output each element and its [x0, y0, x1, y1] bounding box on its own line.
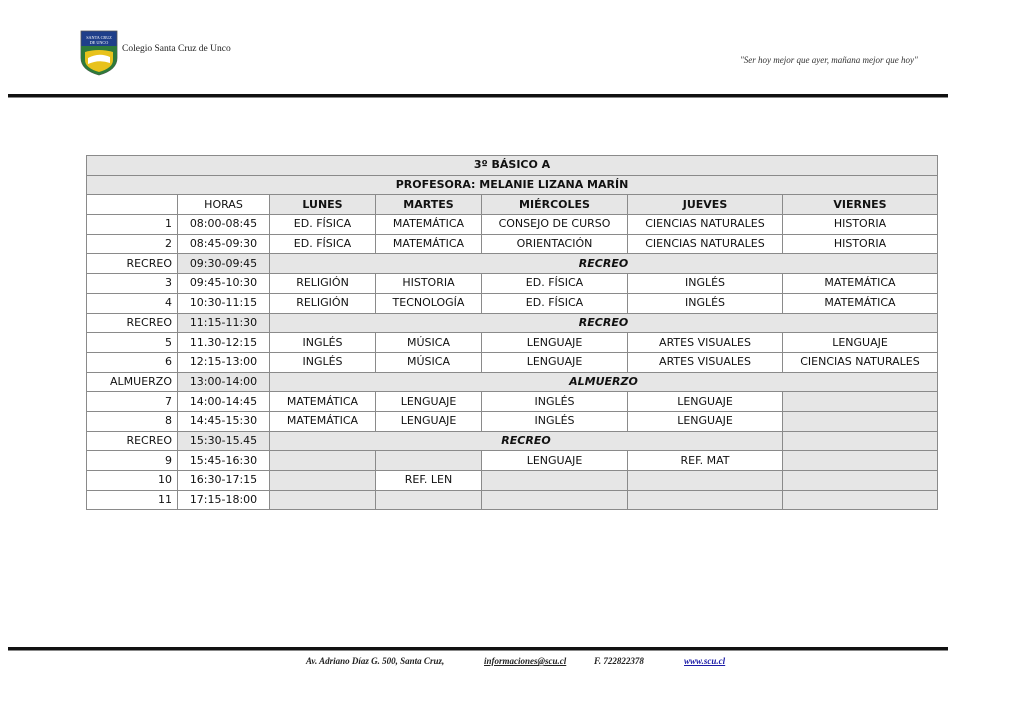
subject-cell-lunes: MATEMÁTICA	[270, 411, 376, 431]
column-header-horas: HORAS	[178, 195, 270, 215]
title-row	[87, 156, 938, 176]
svg-text:DE UNCO: DE UNCO	[89, 40, 109, 45]
break-row	[87, 313, 938, 333]
subject-cell-lunes	[270, 451, 376, 471]
subject-cell-viernes	[783, 392, 938, 412]
period-time: 08:00-08:45	[178, 215, 270, 235]
subject-cell-miercoles: INGLÉS	[482, 411, 628, 431]
subject-cell-martes: LENGUAJE	[376, 392, 482, 412]
subject-cell-martes: REF. LEN	[376, 471, 482, 491]
period-time: 15:30-15.45	[178, 431, 270, 451]
period-label: RECREO	[87, 313, 178, 333]
subject-cell-lunes	[270, 490, 376, 510]
period-label: 6	[87, 352, 178, 372]
period-label: RECREO	[87, 254, 178, 274]
subject-cell-miercoles: LENGUAJE	[482, 352, 628, 372]
subject-cell-martes: HISTORIA	[376, 274, 482, 294]
column-header-blank	[87, 195, 178, 215]
subject-cell-lunes	[270, 471, 376, 491]
subject-cell-martes: MATEMÁTICA	[376, 215, 482, 235]
subject-cell-lunes: MATEMÁTICA	[270, 392, 376, 412]
subject-cell-viernes	[783, 451, 938, 471]
class-schedule-table	[86, 155, 938, 510]
header-divider	[8, 94, 948, 97]
subject-cell-jueves: INGLÉS	[628, 274, 783, 294]
period-label: ALMUERZO	[87, 372, 178, 392]
subject-cell-miercoles: ORIENTACIÓN	[482, 234, 628, 254]
period-label: 2	[87, 234, 178, 254]
subject-cell-jueves: REF. MAT	[628, 451, 783, 471]
period-row	[87, 451, 938, 471]
period-label: 3	[87, 274, 178, 294]
subject-cell-jueves: CIENCIAS NATURALES	[628, 234, 783, 254]
subject-cell-miercoles: LENGUAJE	[482, 451, 628, 471]
break-row	[87, 431, 938, 451]
logo-text: SANTA CRUZ	[86, 35, 112, 40]
period-time: 14:00-14:45	[178, 392, 270, 412]
period-label: 5	[87, 333, 178, 353]
subject-cell-miercoles	[482, 471, 628, 491]
subject-cell-lunes: ED. FÍSICA	[270, 234, 376, 254]
subject-cell-miercoles: ED. FÍSICA	[482, 274, 628, 294]
subject-cell-jueves: INGLÉS	[628, 293, 783, 313]
period-time: 11:15-11:30	[178, 313, 270, 333]
subject-cell-martes: MATEMÁTICA	[376, 234, 482, 254]
subject-cell-jueves	[628, 490, 783, 510]
subject-cell-viernes	[783, 411, 938, 431]
subject-cell-miercoles: LENGUAJE	[482, 333, 628, 353]
period-label: 1	[87, 215, 178, 235]
teacher-name: PROFESORA: MELANIE LIZANA MARÍN	[87, 175, 938, 195]
period-label: 10	[87, 471, 178, 491]
school-name: Colegio Santa Cruz de Unco	[122, 44, 231, 54]
period-label: 9	[87, 451, 178, 471]
subject-cell-jueves: LENGUAJE	[628, 411, 783, 431]
period-time: 14:45-15:30	[178, 411, 270, 431]
period-row	[87, 471, 938, 491]
period-time: 12:15-13:00	[178, 352, 270, 372]
column-header-viernes: VIERNES	[783, 195, 938, 215]
subject-cell-lunes: INGLÉS	[270, 352, 376, 372]
period-label: 11	[87, 490, 178, 510]
period-time: 15:45-16:30	[178, 451, 270, 471]
subject-cell-jueves: ARTES VISUALES	[628, 352, 783, 372]
period-time: 10:30-11:15	[178, 293, 270, 313]
period-label: 7	[87, 392, 178, 412]
period-row	[87, 490, 938, 510]
subject-cell-jueves: LENGUAJE	[628, 392, 783, 412]
subject-cell-viernes: HISTORIA	[783, 215, 938, 235]
subject-cell-martes	[376, 451, 482, 471]
subject-cell-martes: MÚSICA	[376, 333, 482, 353]
footer-phone: F. 722822378	[594, 656, 644, 666]
empty-cell-viernes	[783, 431, 938, 451]
subject-cell-viernes: MATEMÁTICA	[783, 274, 938, 294]
school-crest-logo	[80, 30, 118, 76]
column-header-martes: MARTES	[376, 195, 482, 215]
subject-cell-martes	[376, 490, 482, 510]
class-title: 3º BÁSICO A	[87, 156, 938, 176]
column-header-jueves: JUEVES	[628, 195, 783, 215]
subject-cell-lunes: ED. FÍSICA	[270, 215, 376, 235]
footer-website-link[interactable]: www.scu.cl	[684, 656, 726, 666]
teacher-row	[87, 175, 938, 195]
column-header-miercoles: MIÉRCOLES	[482, 195, 628, 215]
period-row	[87, 215, 938, 235]
subject-cell-lunes: RELIGIÓN	[270, 293, 376, 313]
subject-cell-martes: LENGUAJE	[376, 411, 482, 431]
school-motto: "Ser hoy mejor que ayer, mañana mejor que hoy"	[740, 55, 918, 65]
subject-cell-lunes: RELIGIÓN	[270, 274, 376, 294]
period-label: RECREO	[87, 431, 178, 451]
subject-cell-miercoles: CONSEJO DE CURSO	[482, 215, 628, 235]
period-row	[87, 411, 938, 431]
period-label: 8	[87, 411, 178, 431]
footer	[0, 656, 1024, 670]
subject-cell-miercoles: ED. FÍSICA	[482, 293, 628, 313]
period-time: 17:15-18:00	[178, 490, 270, 510]
period-time: 09:45-10:30	[178, 274, 270, 294]
subject-cell-viernes	[783, 490, 938, 510]
footer-email-link[interactable]: informaciones@scu.cl	[484, 656, 567, 666]
period-time: 09:30-09:45	[178, 254, 270, 274]
period-row	[87, 234, 938, 254]
column-header-lunes: LUNES	[270, 195, 376, 215]
subject-cell-jueves: CIENCIAS NATURALES	[628, 215, 783, 235]
subject-cell-viernes: HISTORIA	[783, 234, 938, 254]
subject-cell-viernes: MATEMÁTICA	[783, 293, 938, 313]
break-label: RECREO	[270, 431, 783, 451]
period-row	[87, 274, 938, 294]
subject-cell-martes: TECNOLOGÍA	[376, 293, 482, 313]
column-header-row	[87, 195, 938, 215]
footer-divider	[8, 647, 948, 650]
break-label: RECREO	[270, 254, 938, 274]
period-label: 4	[87, 293, 178, 313]
subject-cell-lunes: INGLÉS	[270, 333, 376, 353]
subject-cell-viernes	[783, 471, 938, 491]
subject-cell-jueves: ARTES VISUALES	[628, 333, 783, 353]
period-time: 11.30-12:15	[178, 333, 270, 353]
break-row	[87, 372, 938, 392]
subject-cell-miercoles	[482, 490, 628, 510]
break-label: RECREO	[270, 313, 938, 333]
subject-cell-martes: MÚSICA	[376, 352, 482, 372]
subject-cell-jueves	[628, 471, 783, 491]
subject-cell-viernes: CIENCIAS NATURALES	[783, 352, 938, 372]
subject-cell-miercoles: INGLÉS	[482, 392, 628, 412]
subject-cell-viernes: LENGUAJE	[783, 333, 938, 353]
break-label: ALMUERZO	[270, 372, 938, 392]
period-row	[87, 392, 938, 412]
break-row	[87, 254, 938, 274]
period-row	[87, 333, 938, 353]
period-row	[87, 293, 938, 313]
footer-address: Av. Adriano Díaz G. 500, Santa Cruz,	[306, 656, 445, 666]
period-time: 08:45-09:30	[178, 234, 270, 254]
period-time: 13:00-14:00	[178, 372, 270, 392]
period-row	[87, 352, 938, 372]
period-time: 16:30-17:15	[178, 471, 270, 491]
